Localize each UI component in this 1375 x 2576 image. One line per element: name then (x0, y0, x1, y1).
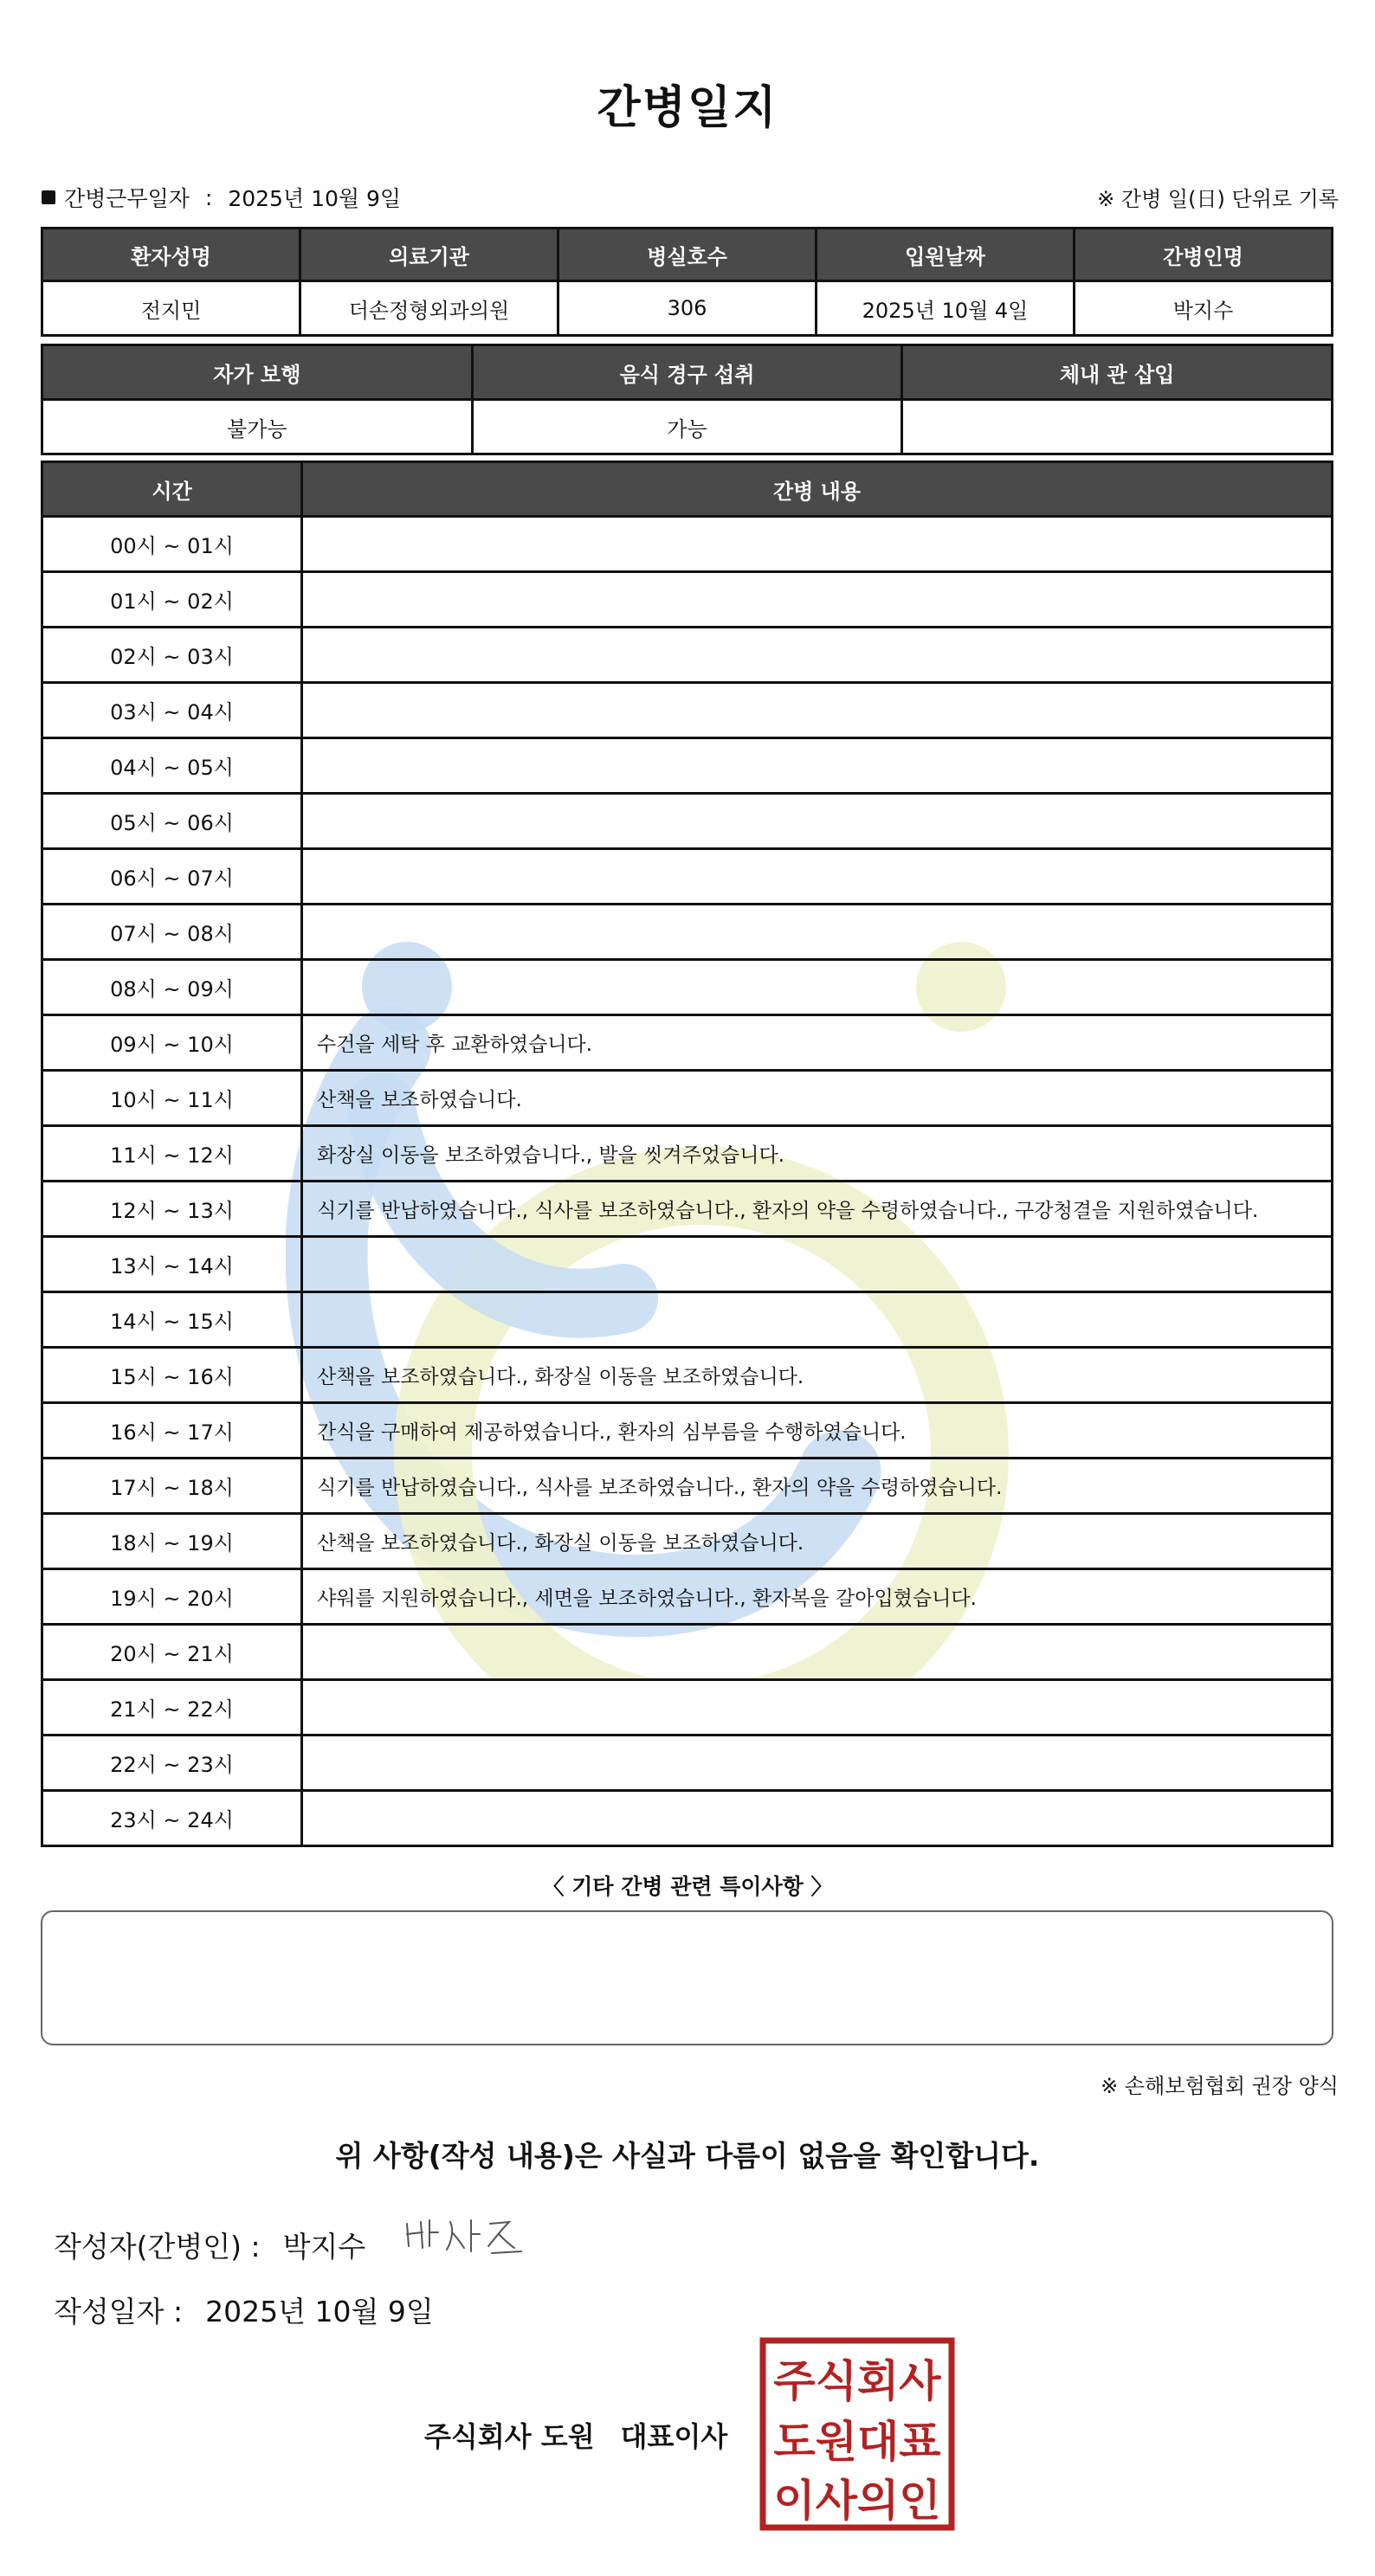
log-content (302, 628, 1333, 683)
log-time: 19시 ~ 20시 (42, 1569, 302, 1625)
work-date-line (42, 182, 401, 213)
log-content: 산책을 보조하였습니다., 화장실 이동을 보조하였습니다. (302, 1514, 1333, 1569)
log-time: 04시 ~ 05시 (42, 738, 302, 794)
table-row (42, 1126, 1333, 1182)
table-row (42, 1459, 1333, 1514)
table-row (42, 1292, 1333, 1348)
log-content (302, 738, 1333, 794)
patient-status-table (41, 344, 1333, 455)
hospital-name: 더손정형외과의원 (300, 281, 558, 336)
unit-note: ※ 간병 일(日) 단위로 기록 (1097, 187, 1339, 211)
header-hospital: 의료기관 (300, 229, 558, 281)
table-row (42, 1015, 1333, 1071)
log-content: 식기를 반납하였습니다., 식사를 보조하였습니다., 환자의 약을 수령하였습니다. (302, 1459, 1333, 1514)
notes-title: 〈 기타 간병 관련 특이사항 〉 (542, 1874, 833, 1899)
writer-name: 박지수 (282, 2230, 366, 2264)
table-row (42, 572, 1333, 628)
log-content (302, 517, 1333, 572)
log-content (302, 849, 1333, 905)
notes-box (41, 1910, 1333, 2045)
log-time: 14시 ~ 15시 (42, 1292, 302, 1348)
log-content (302, 1625, 1333, 1680)
log-time: 20시 ~ 21시 (42, 1625, 302, 1680)
log-time: 10시 ~ 11시 (42, 1071, 302, 1126)
log-time: 02시 ~ 03시 (42, 628, 302, 683)
room-number: 306 (558, 281, 817, 336)
patient-name: 전지민 (42, 281, 300, 336)
writer-line (54, 2225, 365, 2265)
log-time: 00시 ~ 01시 (42, 517, 302, 572)
work-date-separator: : (204, 184, 213, 210)
ceo-title: 대표이사 (620, 2420, 728, 2453)
log-time: 17시 ~ 18시 (42, 1459, 302, 1514)
care-log-table (41, 460, 1333, 1847)
table-row (42, 1791, 1333, 1846)
oral-intake-status: 가능 (472, 400, 902, 454)
header-walking: 자가 보행 (42, 345, 473, 400)
handwritten-signature (400, 2212, 547, 2264)
written-date-label: 작성일자 : (54, 2295, 184, 2328)
table-row (42, 1182, 1333, 1237)
work-date-label: 간병근무일자 (64, 186, 190, 211)
log-time: 08시 ~ 09시 (42, 960, 302, 1015)
recommend-note: ※ 손해보험협회 권장 양식 (1101, 2074, 1339, 2098)
header-admission-date: 입원날짜 (817, 229, 1075, 281)
written-date: 2025년 10월 9일 (205, 2295, 434, 2328)
table-row (42, 960, 1333, 1015)
log-content (302, 1791, 1333, 1846)
admission-date: 2025년 10월 4일 (817, 281, 1075, 336)
log-content (302, 905, 1333, 960)
header-room: 병실호수 (558, 229, 817, 281)
caregiver-name: 박지수 (1075, 281, 1333, 336)
bullet-square-icon (42, 190, 55, 204)
log-time: 03시 ~ 04시 (42, 683, 302, 738)
log-time: 06시 ~ 07시 (42, 849, 302, 905)
written-date-line (54, 2289, 434, 2330)
log-content: 화장실 이동을 보조하였습니다., 발을 씻겨주었습니다. (302, 1126, 1333, 1182)
log-time: 21시 ~ 22시 (42, 1680, 302, 1736)
writer-label: 작성자(간병인) : (54, 2230, 261, 2264)
svg-text:주식회사: 주식회사 (773, 2356, 941, 2406)
table-row (42, 1625, 1333, 1680)
log-time: 16시 ~ 17시 (42, 1403, 302, 1459)
table-row (42, 905, 1333, 960)
log-time: 01시 ~ 02시 (42, 572, 302, 628)
table-row (42, 1736, 1333, 1791)
company-seal-stamp (759, 2337, 955, 2531)
page-title: 간병일지 (597, 82, 778, 134)
log-content (302, 1680, 1333, 1736)
table-row (42, 1569, 1333, 1625)
svg-text:이사의인: 이사의인 (773, 2476, 941, 2526)
log-time: 13시 ~ 14시 (42, 1237, 302, 1292)
log-time: 07시 ~ 08시 (42, 905, 302, 960)
header-caregiver: 간병인명 (1075, 229, 1333, 281)
header-oral-intake: 음식 경구 섭취 (472, 345, 902, 400)
log-time: 05시 ~ 06시 (42, 794, 302, 849)
confirmation-statement: 위 사항(작성 내용)은 사실과 다름이 없음을 확인합니다. (335, 2139, 1040, 2173)
table-row (42, 517, 1333, 572)
company-line (424, 2415, 727, 2455)
table-row (42, 794, 1333, 849)
header-time: 시간 (42, 462, 302, 517)
table-row (42, 628, 1333, 683)
log-content: 샤워를 지원하였습니다., 세면을 보조하였습니다., 환자복을 갈아입혔습니다. (302, 1569, 1333, 1625)
header-patient-name: 환자성명 (42, 229, 300, 281)
log-time: 23시 ~ 24시 (42, 1791, 302, 1846)
table-row (42, 1071, 1333, 1126)
log-time: 09시 ~ 10시 (42, 1015, 302, 1071)
log-content: 식기를 반납하였습니다., 식사를 보조하였습니다., 환자의 약을 수령하였습니다., 구강청결을 지원하였습니다. (302, 1182, 1333, 1237)
log-content: 수건을 세탁 후 교환하였습니다. (302, 1015, 1333, 1071)
patient-info-table (41, 227, 1333, 337)
log-content (302, 794, 1333, 849)
log-time: 18시 ~ 19시 (42, 1514, 302, 1569)
log-content (302, 960, 1333, 1015)
table-row (42, 1514, 1333, 1569)
header-care-content: 간병 내용 (302, 462, 1333, 517)
company-name: 주식회사 도원 (424, 2420, 595, 2453)
log-content (302, 572, 1333, 628)
tube-status (902, 400, 1333, 454)
header-tube: 체내 관 삽입 (902, 345, 1333, 400)
log-content (302, 1292, 1333, 1348)
walking-status: 불가능 (42, 400, 473, 454)
log-content (302, 683, 1333, 738)
table-row (42, 849, 1333, 905)
log-time: 22시 ~ 23시 (42, 1736, 302, 1791)
svg-text:도원대표: 도원대표 (773, 2417, 941, 2467)
log-time: 11시 ~ 12시 (42, 1126, 302, 1182)
table-row (42, 1680, 1333, 1736)
log-content (302, 1237, 1333, 1292)
table-row (42, 1237, 1333, 1292)
work-date-value: 2025년 10월 9일 (228, 186, 402, 211)
table-row (42, 738, 1333, 794)
table-row (42, 1403, 1333, 1459)
log-time: 12시 ~ 13시 (42, 1182, 302, 1237)
log-content: 간식을 구매하여 제공하였습니다., 환자의 심부름을 수행하였습니다. (302, 1403, 1333, 1459)
table-row (42, 1348, 1333, 1403)
log-content: 산책을 보조하였습니다. (302, 1071, 1333, 1126)
table-row (42, 683, 1333, 738)
log-content (302, 1736, 1333, 1791)
log-content: 산책을 보조하였습니다., 화장실 이동을 보조하였습니다. (302, 1348, 1333, 1403)
log-time: 15시 ~ 16시 (42, 1348, 302, 1403)
